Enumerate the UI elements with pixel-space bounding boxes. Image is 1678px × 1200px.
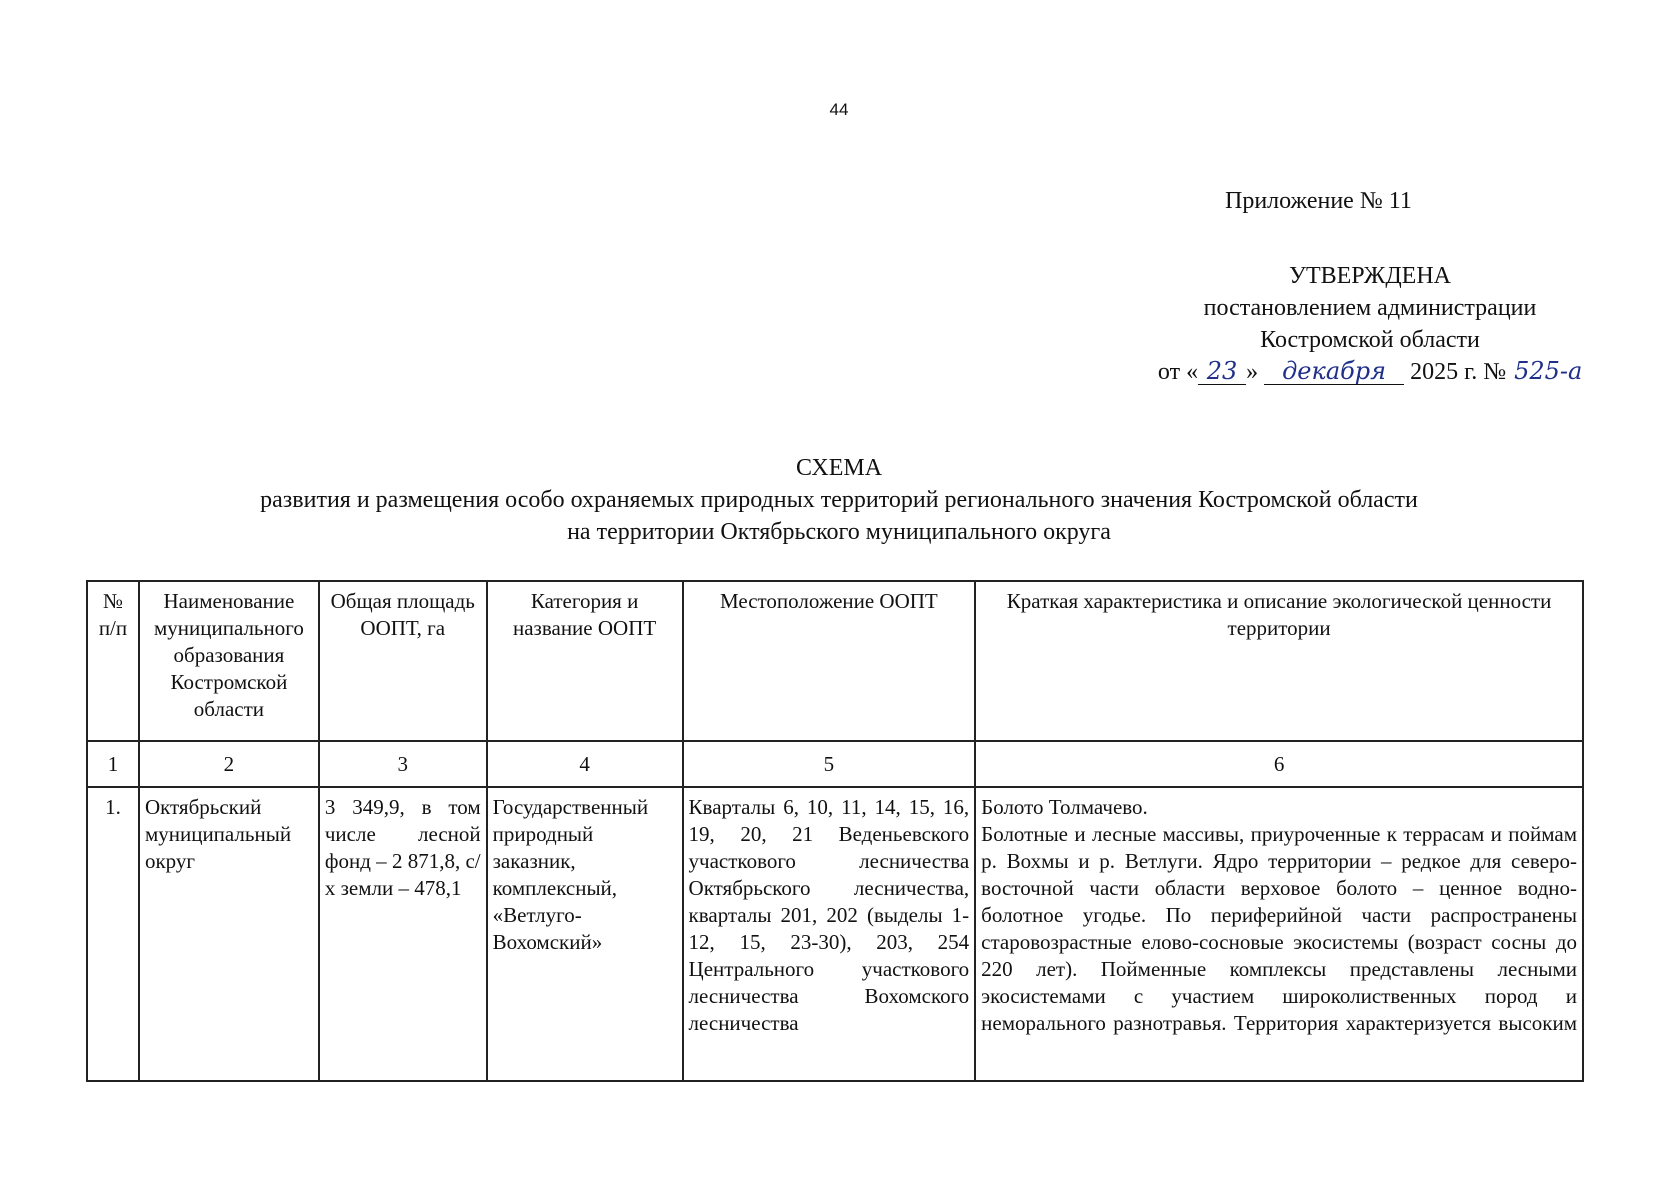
- header-area: Общая площадь ООПТ, га: [319, 581, 487, 741]
- approval-date-line: [1100, 356, 1640, 388]
- header-description: Краткая характеристика и описание экологической ценности территории: [975, 581, 1583, 741]
- approval-title: УТВЕРЖДЕНА: [1288, 263, 1452, 289]
- approval-line-2: Костромской области: [1260, 327, 1480, 353]
- column-number-row: [87, 741, 1583, 787]
- column-number: 6: [975, 741, 1583, 787]
- table-header-row: [87, 581, 1583, 741]
- header-num: № п/п: [87, 581, 139, 741]
- cell-description: [975, 787, 1583, 1081]
- cell-category: Государственный природный заказник, комплексный, «Ветлуго-Вохомский»: [487, 787, 683, 1081]
- heading-title: СХЕМА: [795, 455, 883, 481]
- cell-municipality: Октябрьский муниципальный округ: [139, 787, 319, 1081]
- table-row: [87, 787, 1583, 1081]
- header-category: Категория и название ООПТ: [487, 581, 683, 741]
- date-year: 2025 г. №: [1410, 359, 1507, 385]
- column-number: 3: [319, 741, 487, 787]
- cell-location: Кварталы 6, 10, 11, 14, 15, 16, 19, 20, 21 Веденьевского участкового лесничества Октябрьского лесничества, кварталы 201, 202 (выделы 1-12, 15, 23-30), 203, 254 Центрального участкового лесничества Вохомского лесничества: [683, 787, 976, 1081]
- column-number: 1: [87, 741, 139, 787]
- description-text: Болотные и лесные массивы, приуроченные к террасам и поймам р. Вохмы и р. Ветлуги. Ядро территории – редкое для северо-восточной части области верховое болото – ценное водно-болотное угодье. По периферийной части распространены старовозрастные елово-сосновые экосистемы (возраст сосны до 220 лет). Пойменные комплексы представлены лесными экосистемами с участием широколиственных пород и неморального разнотравья. Территория характеризуется высоким: [981, 822, 1577, 1035]
- column-number: 2: [139, 741, 319, 787]
- handwritten-month: декабря: [1264, 358, 1404, 385]
- document-heading: [0, 452, 1678, 548]
- handwritten-day: 23: [1198, 358, 1246, 385]
- cell-area: 3 349,9, в том числе лесной фонд – 2 871,8, с/х земли – 478,1: [319, 787, 487, 1081]
- appendix-label: Приложение № 11: [1225, 188, 1412, 214]
- column-number: 4: [487, 741, 683, 787]
- oopt-table: [86, 580, 1584, 1082]
- date-prefix: от «: [1157, 359, 1199, 385]
- header-location: Местоположение ООПТ: [683, 581, 976, 741]
- approval-block: [1100, 260, 1640, 388]
- cell-num: 1.: [87, 787, 139, 1081]
- description-title: Болото Толмачево.: [981, 795, 1148, 819]
- date-close: »: [1246, 359, 1259, 385]
- header-municipality: Наименование муниципального образования Костромской области: [139, 581, 319, 741]
- heading-subtitle-1: развития и размещения особо охраняемых природных территорий регионального значения Костромской области: [260, 487, 1418, 513]
- handwritten-number: 525-а: [1514, 357, 1583, 385]
- approval-line-1: постановлением администрации: [1203, 295, 1537, 321]
- heading-subtitle-2: на территории Октябрьского муниципального округа: [567, 519, 1111, 545]
- column-number: 5: [683, 741, 976, 787]
- page-number: 44: [829, 100, 849, 119]
